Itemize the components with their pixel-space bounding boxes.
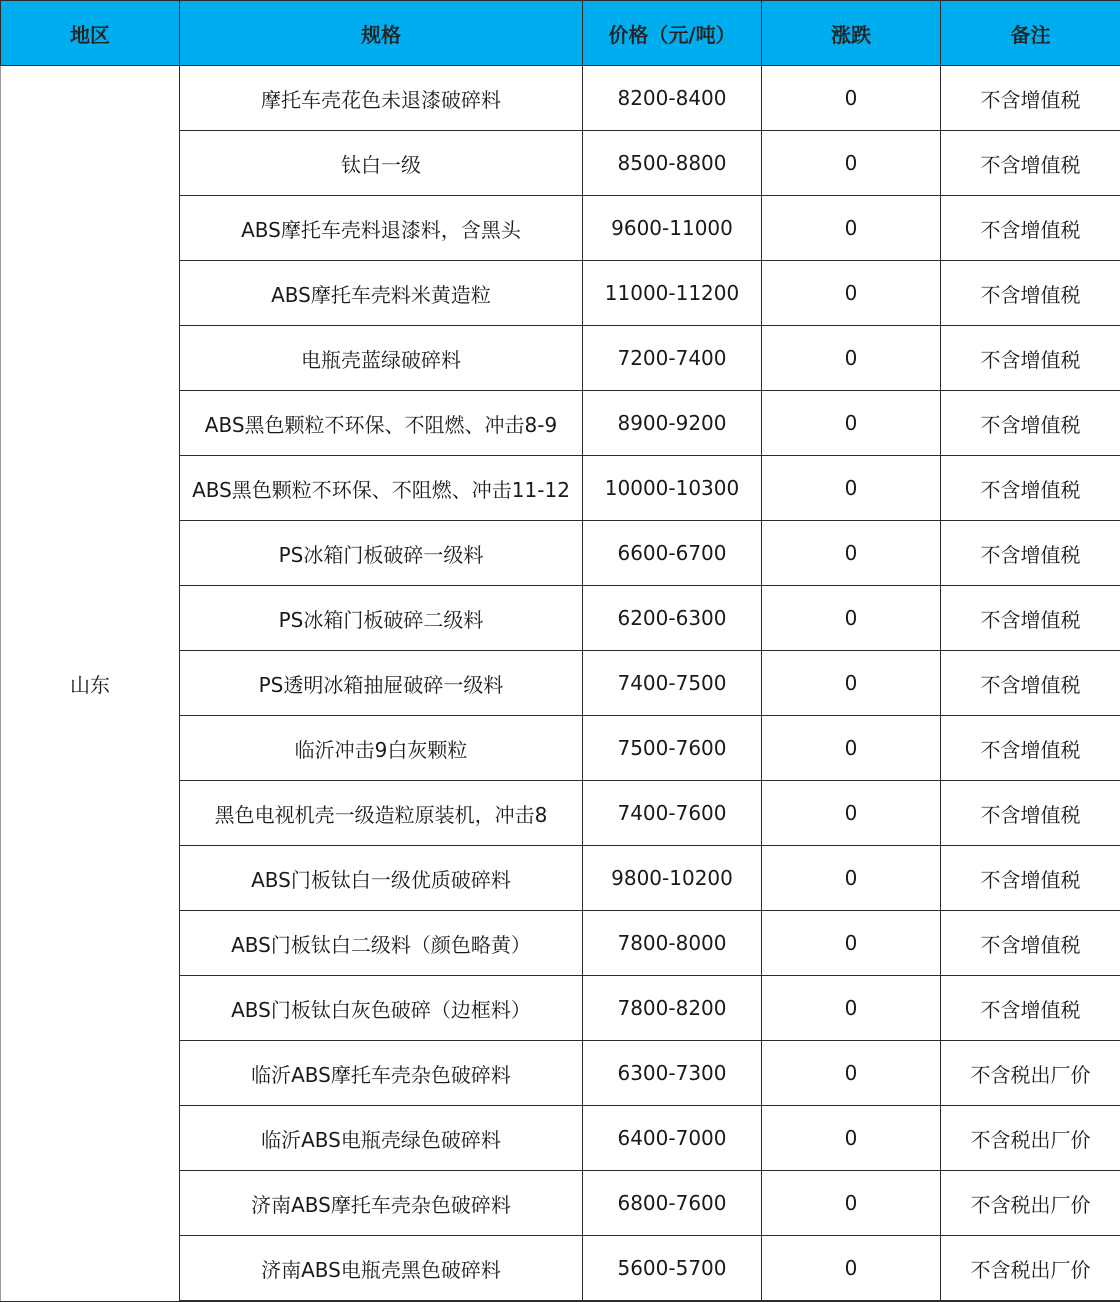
table-header [1, 1, 1120, 66]
price-cell: 6400-7000 [583, 1106, 762, 1171]
note-cell: 不含税出厂价 [941, 1041, 1120, 1106]
price-cell: 8900-9200 [583, 391, 762, 456]
change-cell: 0 [762, 846, 941, 911]
change-cell: 0 [762, 326, 941, 391]
price-cell: 7800-8200 [583, 976, 762, 1041]
spec-cell: 临沂ABS摩托车壳杂色破碎料 [180, 1041, 583, 1106]
change-cell: 0 [762, 781, 941, 846]
note-cell: 不含增值税 [941, 651, 1120, 716]
spec-cell: 摩托车壳花色未退漆破碎料 [180, 66, 583, 131]
region-cell: 山东 [1, 66, 180, 1302]
price-cell: 7800-8000 [583, 911, 762, 976]
spec-cell: 电瓶壳蓝绿破碎料 [180, 326, 583, 391]
header-region: 地区 [1, 1, 180, 66]
change-cell: 0 [762, 1171, 941, 1236]
note-cell: 不含增值税 [941, 196, 1120, 261]
spec-cell: PS冰箱门板破碎二级料 [180, 586, 583, 651]
price-cell: 9600-11000 [583, 196, 762, 261]
note-cell: 不含增值税 [941, 846, 1120, 911]
table-body [1, 66, 1120, 1302]
spec-cell: 临沂冲击9白灰颗粒 [180, 716, 583, 781]
note-cell: 不含增值税 [941, 66, 1120, 131]
note-cell: 不含增值税 [941, 521, 1120, 586]
change-cell: 0 [762, 391, 941, 456]
spec-cell: 济南ABS电瓶壳黑色破碎料 [180, 1236, 583, 1302]
price-cell: 7500-7600 [583, 716, 762, 781]
price-cell: 6600-6700 [583, 521, 762, 586]
header-spec: 规格 [180, 1, 583, 66]
change-cell: 0 [762, 131, 941, 196]
note-cell: 不含增值税 [941, 261, 1120, 326]
note-cell: 不含增值税 [941, 716, 1120, 781]
price-cell: 7400-7500 [583, 651, 762, 716]
change-cell: 0 [762, 521, 941, 586]
price-cell: 8500-8800 [583, 131, 762, 196]
price-cell: 6300-7300 [583, 1041, 762, 1106]
spec-cell: 黑色电视机壳一级造粒原装机，冲击8 [180, 781, 583, 846]
change-cell: 0 [762, 66, 941, 131]
note-cell: 不含增值税 [941, 131, 1120, 196]
note-cell: 不含增值税 [941, 911, 1120, 976]
spec-cell: ABS门板钛白一级优质破碎料 [180, 846, 583, 911]
change-cell: 0 [762, 976, 941, 1041]
spec-cell: ABS门板钛白灰色破碎（边框料） [180, 976, 583, 1041]
spec-cell: PS透明冰箱抽屉破碎一级料 [180, 651, 583, 716]
price-cell: 7400-7600 [583, 781, 762, 846]
change-cell: 0 [762, 196, 941, 261]
price-cell: 6800-7600 [583, 1171, 762, 1236]
spec-cell: 钛白一级 [180, 131, 583, 196]
note-cell: 不含税出厂价 [941, 1106, 1120, 1171]
change-cell: 0 [762, 911, 941, 976]
table-row [1, 66, 1120, 131]
spec-cell: ABS门板钛白二级料（颜色略黄） [180, 911, 583, 976]
note-cell: 不含增值税 [941, 976, 1120, 1041]
note-cell: 不含增值税 [941, 391, 1120, 456]
change-cell: 0 [762, 1106, 941, 1171]
price-cell: 8200-8400 [583, 66, 762, 131]
note-cell: 不含增值税 [941, 456, 1120, 521]
change-cell: 0 [762, 586, 941, 651]
note-cell: 不含增值税 [941, 586, 1120, 651]
spec-cell: ABS摩托车壳料退漆料，含黑头 [180, 196, 583, 261]
note-cell: 不含增值税 [941, 326, 1120, 391]
change-cell: 0 [762, 651, 941, 716]
spec-cell: 济南ABS摩托车壳杂色破碎料 [180, 1171, 583, 1236]
spec-cell: ABS黑色颗粒不环保、不阻燃、冲击11-12 [180, 456, 583, 521]
change-cell: 0 [762, 1041, 941, 1106]
price-cell: 9800-10200 [583, 846, 762, 911]
spec-cell: ABS黑色颗粒不环保、不阻燃、冲击8-9 [180, 391, 583, 456]
price-cell: 7200-7400 [583, 326, 762, 391]
price-cell: 11000-11200 [583, 261, 762, 326]
header-row [1, 1, 1120, 66]
spec-cell: ABS摩托车壳料米黄造粒 [180, 261, 583, 326]
header-change: 涨跌 [762, 1, 941, 66]
change-cell: 0 [762, 1236, 941, 1302]
spec-cell: PS冰箱门板破碎一级料 [180, 521, 583, 586]
price-cell: 10000-10300 [583, 456, 762, 521]
change-cell: 0 [762, 716, 941, 781]
note-cell: 不含增值税 [941, 781, 1120, 846]
price-cell: 6200-6300 [583, 586, 762, 651]
note-cell: 不含税出厂价 [941, 1171, 1120, 1236]
header-note: 备注 [941, 1, 1120, 66]
change-cell: 0 [762, 456, 941, 521]
note-cell: 不含税出厂价 [941, 1236, 1120, 1302]
change-cell: 0 [762, 261, 941, 326]
header-price: 价格（元/吨） [583, 1, 762, 66]
price-cell: 5600-5700 [583, 1236, 762, 1302]
spec-cell: 临沂ABS电瓶壳绿色破碎料 [180, 1106, 583, 1171]
